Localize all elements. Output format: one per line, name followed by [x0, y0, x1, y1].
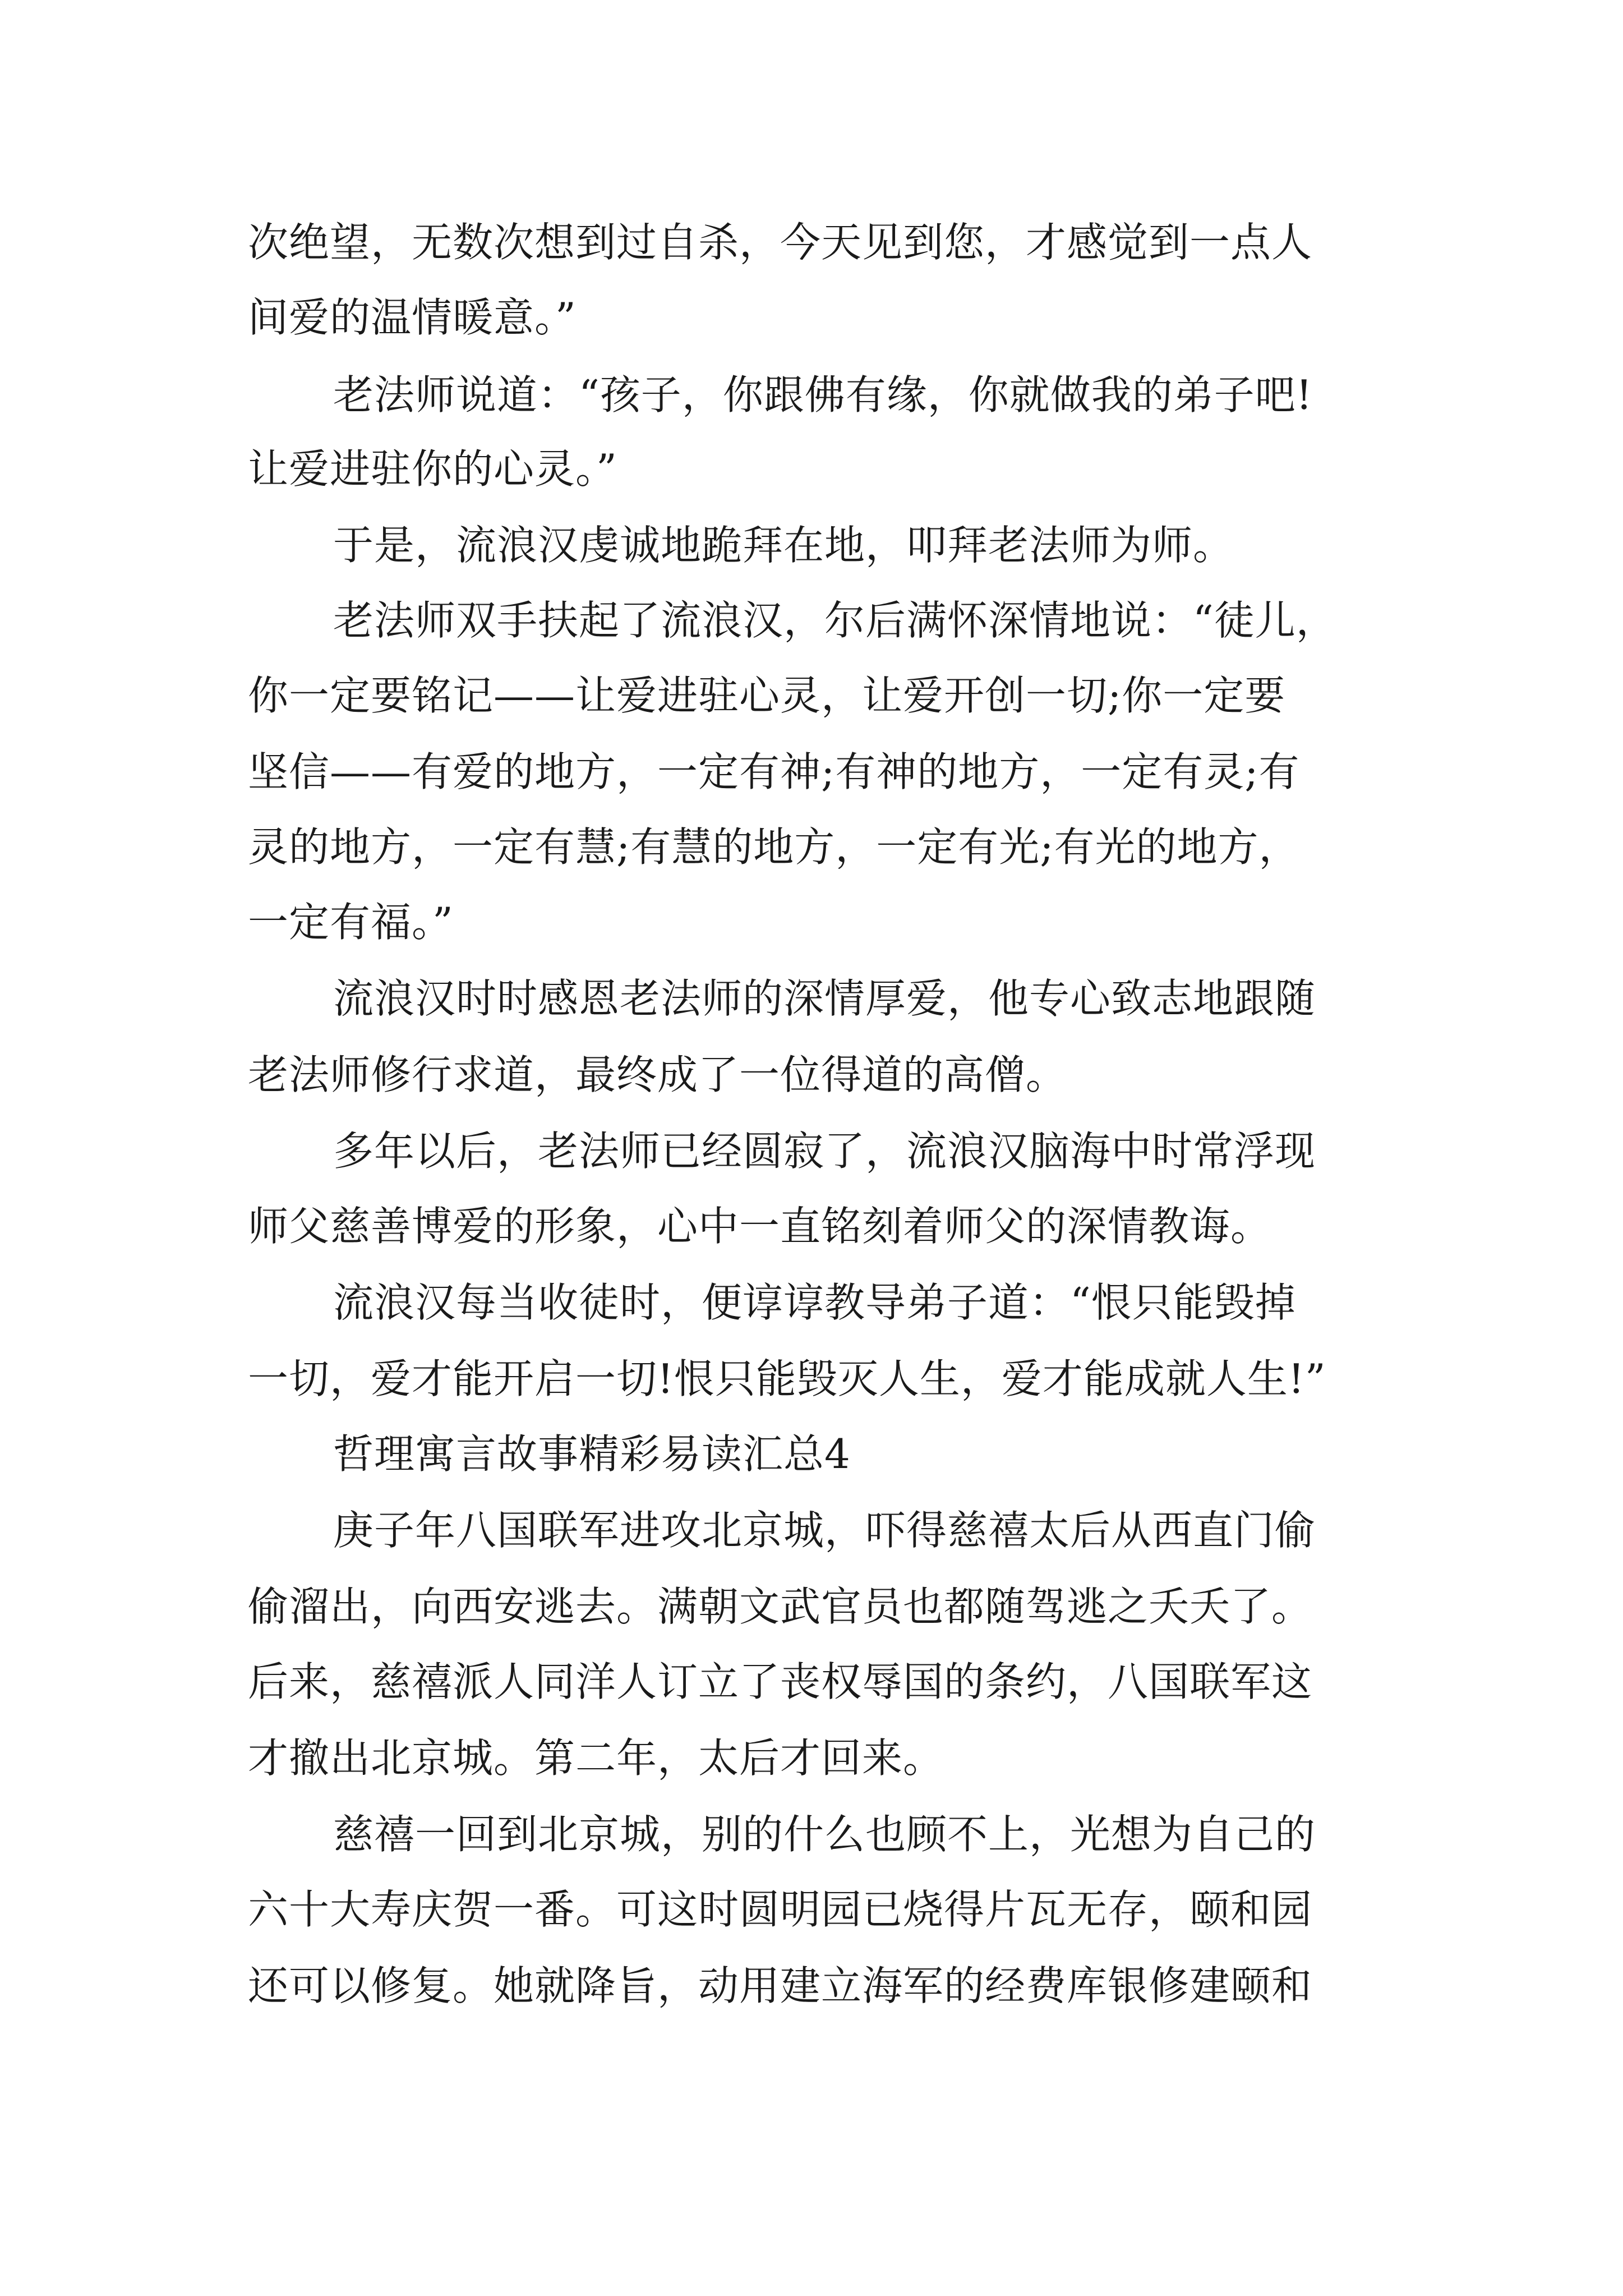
text-line: 间爱的温情暖意。” — [248, 294, 577, 341]
paragraph-start-line: 慈禧一回到北京城，别的什么也顾不上，光想为自己的 — [333, 1811, 1316, 1858]
text-line: 你一定要铭记——让爱进驻心灵，让爱开创一切;你一定要 — [248, 672, 1286, 719]
paragraph-start-line: 流浪汉每当收徒时，便谆谆教导弟子道：“恨只能毁掉 — [333, 1279, 1296, 1326]
text-line: 师父慈善博爱的形象，心中一直铭刻着师父的深情教诲。 — [248, 1203, 1272, 1250]
text-line: 一切，爱才能开启一切!恨只能毁灭人生，爱才能成就人生!” — [248, 1355, 1326, 1402]
text-line: 灵的地方，一定有慧;有慧的地方，一定有光;有光的地方， — [248, 823, 1300, 871]
paragraph-start-line: 庚子年八国联军进攻北京城，吓得慈禧太后从西直门偷 — [333, 1507, 1316, 1554]
text-line: 还可以修复。她就降旨，动用建立海军的经费库银修建颐和 — [248, 1962, 1313, 2009]
text-line: 让爱进驻你的心灵。” — [248, 445, 617, 493]
text-line: 一定有福。” — [248, 899, 454, 946]
text-line: 后来，慈禧派人同洋人订立了丧权辱国的条约，八国联军这 — [248, 1658, 1313, 1705]
section-heading: 哲理寓言故事精彩易读汇总4 — [333, 1430, 851, 1478]
paragraph-start-line: 流浪汉时时感恩老法师的深情厚爱，他专心致志地跟随 — [333, 975, 1316, 1022]
paragraph-start-line: 于是，流浪汉虔诚地跪拜在地，叩拜老法师为师。 — [333, 522, 1234, 569]
paragraph-start-line: 老法师双手扶起了流浪汉，尔后满怀深情地说：“徒儿， — [333, 597, 1337, 644]
text-line: 老法师修行求道，最终成了一位得道的高僧。 — [248, 1051, 1067, 1098]
text-line: 才撤出北京城。第二年，太后才回来。 — [248, 1734, 944, 1782]
text-line: 六十大寿庆贺一番。可这时圆明园已烧得片瓦无存，颐和园 — [248, 1886, 1313, 1933]
text-line: 次绝望，无数次想到过自杀，今天见到您，才感觉到一点人 — [248, 219, 1313, 266]
paragraph-start-line: 老法师说道：“孩子，你跟佛有缘，你就做我的弟子吧! — [333, 371, 1313, 418]
paragraph-start-line: 多年以后，老法师已经圆寂了，流浪汉脑海中时常浮现 — [333, 1128, 1316, 1175]
text-line: 坚信——有爱的地方，一定有神;有神的地方，一定有灵;有 — [248, 748, 1300, 795]
text-line: 偷溜出，向西安逃去。满朝文武官员也都随驾逃之夭夭了。 — [248, 1583, 1313, 1630]
